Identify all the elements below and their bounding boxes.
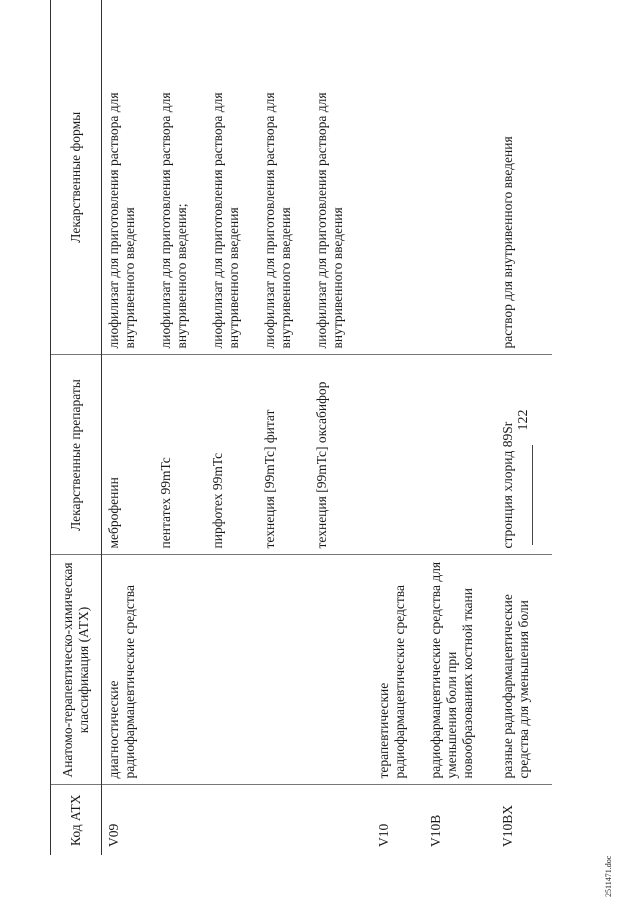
cell-drug: стронция хлорид 89Sr — [496, 355, 552, 555]
cell-classification — [206, 555, 258, 785]
atx-table — [50, 0, 552, 855]
cell-form: лиофилизат для приготовления раствора для внутривенного введения — [310, 0, 362, 355]
table-row — [372, 0, 424, 855]
header-drugs: Лекарственные препараты — [51, 355, 102, 555]
cell-form: лиофилизат для приготовления раствора для внутривенного введения — [102, 0, 154, 355]
file-name-footer: 2511471.doc — [604, 855, 613, 897]
cell-code: V10 — [375, 823, 391, 847]
header-code: Код АТХ — [51, 785, 102, 855]
cell-form: лиофилизат для приготовления раствора для внутривенного введения; — [154, 0, 206, 355]
table-row — [258, 0, 310, 855]
cell-classification — [310, 555, 362, 785]
cell-form: раствор для внутривенного введения — [496, 0, 552, 355]
table-row — [206, 0, 258, 855]
cell-code: V10BX — [499, 804, 515, 847]
cell-classification — [154, 555, 206, 785]
separator-rule — [532, 445, 533, 545]
cell-drug: технеция [99mTc] оксабифор — [310, 355, 362, 555]
cell-classification: разные радиофармацевтические средства для уменьшения боли — [496, 555, 552, 785]
cell-drug — [424, 355, 496, 555]
table-spacer-row — [362, 0, 372, 855]
header-forms: Лекарственные формы — [51, 0, 102, 355]
cell-form — [424, 0, 496, 355]
cell-form: лиофилизат для приготовления раствора для внутривенного введения — [258, 0, 310, 355]
cell-classification: диагностические радиофармацевтические средства — [102, 555, 154, 785]
table-row — [424, 0, 496, 855]
header-classification: Анатомо-терапевтическо-химическая классификация (АТХ) — [51, 555, 102, 785]
cell-code — [154, 785, 206, 855]
table-row — [310, 0, 362, 855]
cell-drug — [372, 355, 424, 555]
table-row — [102, 0, 154, 855]
table-header-row — [51, 0, 102, 855]
cell-drug: технеция [99mTc] фитат — [258, 355, 310, 555]
cell-form — [372, 0, 424, 355]
rotated-page-frame — [50, 0, 613, 897]
cell-drug: пирфотех 99mTc — [206, 355, 258, 555]
table-row — [154, 0, 206, 855]
cell-code — [310, 785, 362, 855]
cell-classification: терапевтические радиофармацевтические средства — [372, 555, 424, 785]
cell-classification: радиофармацевтические средства для уменьшения боли при новообразованиях костной ткани — [424, 555, 496, 785]
cell-code: V09 — [106, 823, 121, 847]
cell-classification — [258, 555, 310, 785]
cell-code — [206, 785, 258, 855]
page-number: 122 — [516, 409, 531, 431]
cell-form: лиофилизат для приготовления раствора для внутривенного введения — [206, 0, 258, 355]
cell-code — [258, 785, 310, 855]
cell-drug: меброфенин — [102, 355, 154, 555]
cell-code: V10B — [427, 814, 443, 847]
cell-drug: пентатех 99mTc — [154, 355, 206, 555]
